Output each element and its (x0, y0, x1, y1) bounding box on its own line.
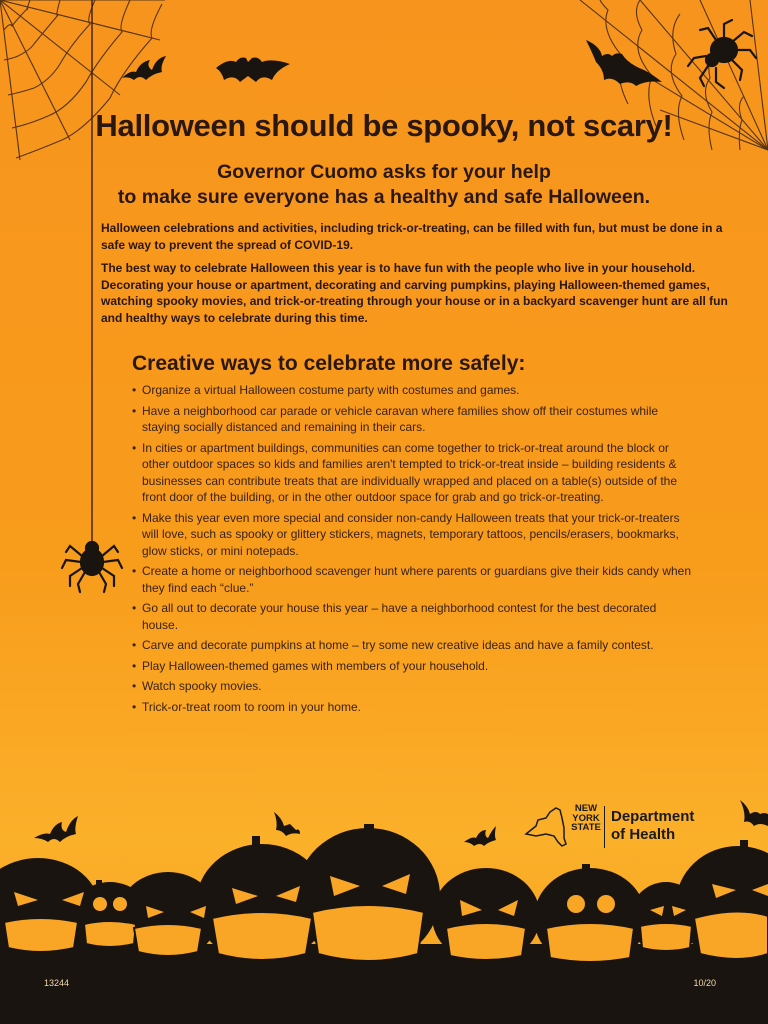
logo-department-text (611, 808, 694, 844)
bat-icon (464, 826, 496, 846)
intro-paragraph-2: The best way to celebrate Halloween this year is to have fun with the people who live in your household. Decorating your house or apartment, decorating and carving pumpkins, playing Halloween-themed games, watching spooky movies, and trick-or-treating through your house or in a backyard scavenger hunt are all fun and healthy ways to celebrate during this time. (101, 261, 728, 325)
pumpkin-row (0, 824, 768, 1024)
intro-text (101, 220, 731, 333)
ways-section (132, 352, 692, 719)
logo-state-text (566, 804, 606, 833)
bat-icon (586, 40, 662, 86)
footer-date: 10/20 (693, 978, 716, 988)
subtitle-line-2: to make sure everyone has a healthy and safe Halloween. (117, 186, 651, 208)
logo-divider (604, 806, 605, 848)
bat-icon (122, 56, 166, 80)
bat-icon (216, 58, 290, 83)
list-item: • Watch spooky movies. (132, 678, 692, 695)
list-item: • Carve and decorate pumpkins at home – try some new creative ideas and have a family contest. (132, 637, 692, 654)
logo-state-line-2: YORK (572, 812, 600, 824)
list-item: • In cities or apartment buildings, communities can come together to trick-or-treat around the block or other outdoor spaces so kids and families aren't tempted to trick-or-treat inside – building residents & businesses can contribute treats that are individually wrapped and placed on a table(s) outside of the front door of the building, or in the other outdoor space for grab and go trick-or-treating. (132, 440, 692, 506)
page-title: Halloween should be spooky, not scary! (95, 108, 673, 143)
ways-heading: Creative ways to celebrate more safely: (132, 352, 526, 375)
subtitle (0, 160, 768, 210)
spider-icon (688, 20, 756, 88)
list-item: • Play Halloween-themed games with members of your household. (132, 658, 692, 675)
bat-icon (740, 800, 768, 826)
bat-icon (274, 812, 300, 836)
list-item: • Trick-or-treat room to room in your home. (132, 699, 692, 716)
list-item: • Go all out to decorate your house this year – have a neighborhood contest for the best decorated house. (132, 600, 692, 633)
bat-icon (34, 816, 78, 842)
nys-doh-logo (522, 800, 712, 854)
spider-icon (62, 542, 122, 592)
logo-dept-line-1: Department (611, 808, 695, 825)
subtitle-line-1: Governor Cuomo asks for your help (217, 161, 551, 183)
list-item: • Create a home or neighborhood scavenger hunt where parents or guardians give their kids candy when they find each “clue.” (132, 563, 692, 596)
logo-state-line-3: STATE (571, 822, 601, 833)
footer-code: 13244 (44, 978, 70, 988)
logo-dept-line-2: of Health (611, 826, 676, 843)
ways-list (132, 382, 692, 715)
list-item: • Make this year even more special and consider non-candy Halloween treats that your trick-or-treaters will love, such as spooky or glittery stickers, magnets, temporary tattoos, pencils/erasers, bookmarks, glow sticks, or mini notepads. (132, 510, 692, 560)
intro-paragraph-1: Halloween celebrations and activities, including trick-or-treating, can be filled with fun, but must be done in a safe way to prevent the spread of COVID-19. (101, 221, 723, 252)
logo-state-line-1: NEW (574, 803, 598, 814)
list-item: • Have a neighborhood car parade or vehicle caravan where families show off their costumes while staying socially distanced and remaining in their cars. (132, 403, 692, 436)
list-item: • Organize a virtual Halloween costume party with costumes and games. (132, 382, 692, 399)
